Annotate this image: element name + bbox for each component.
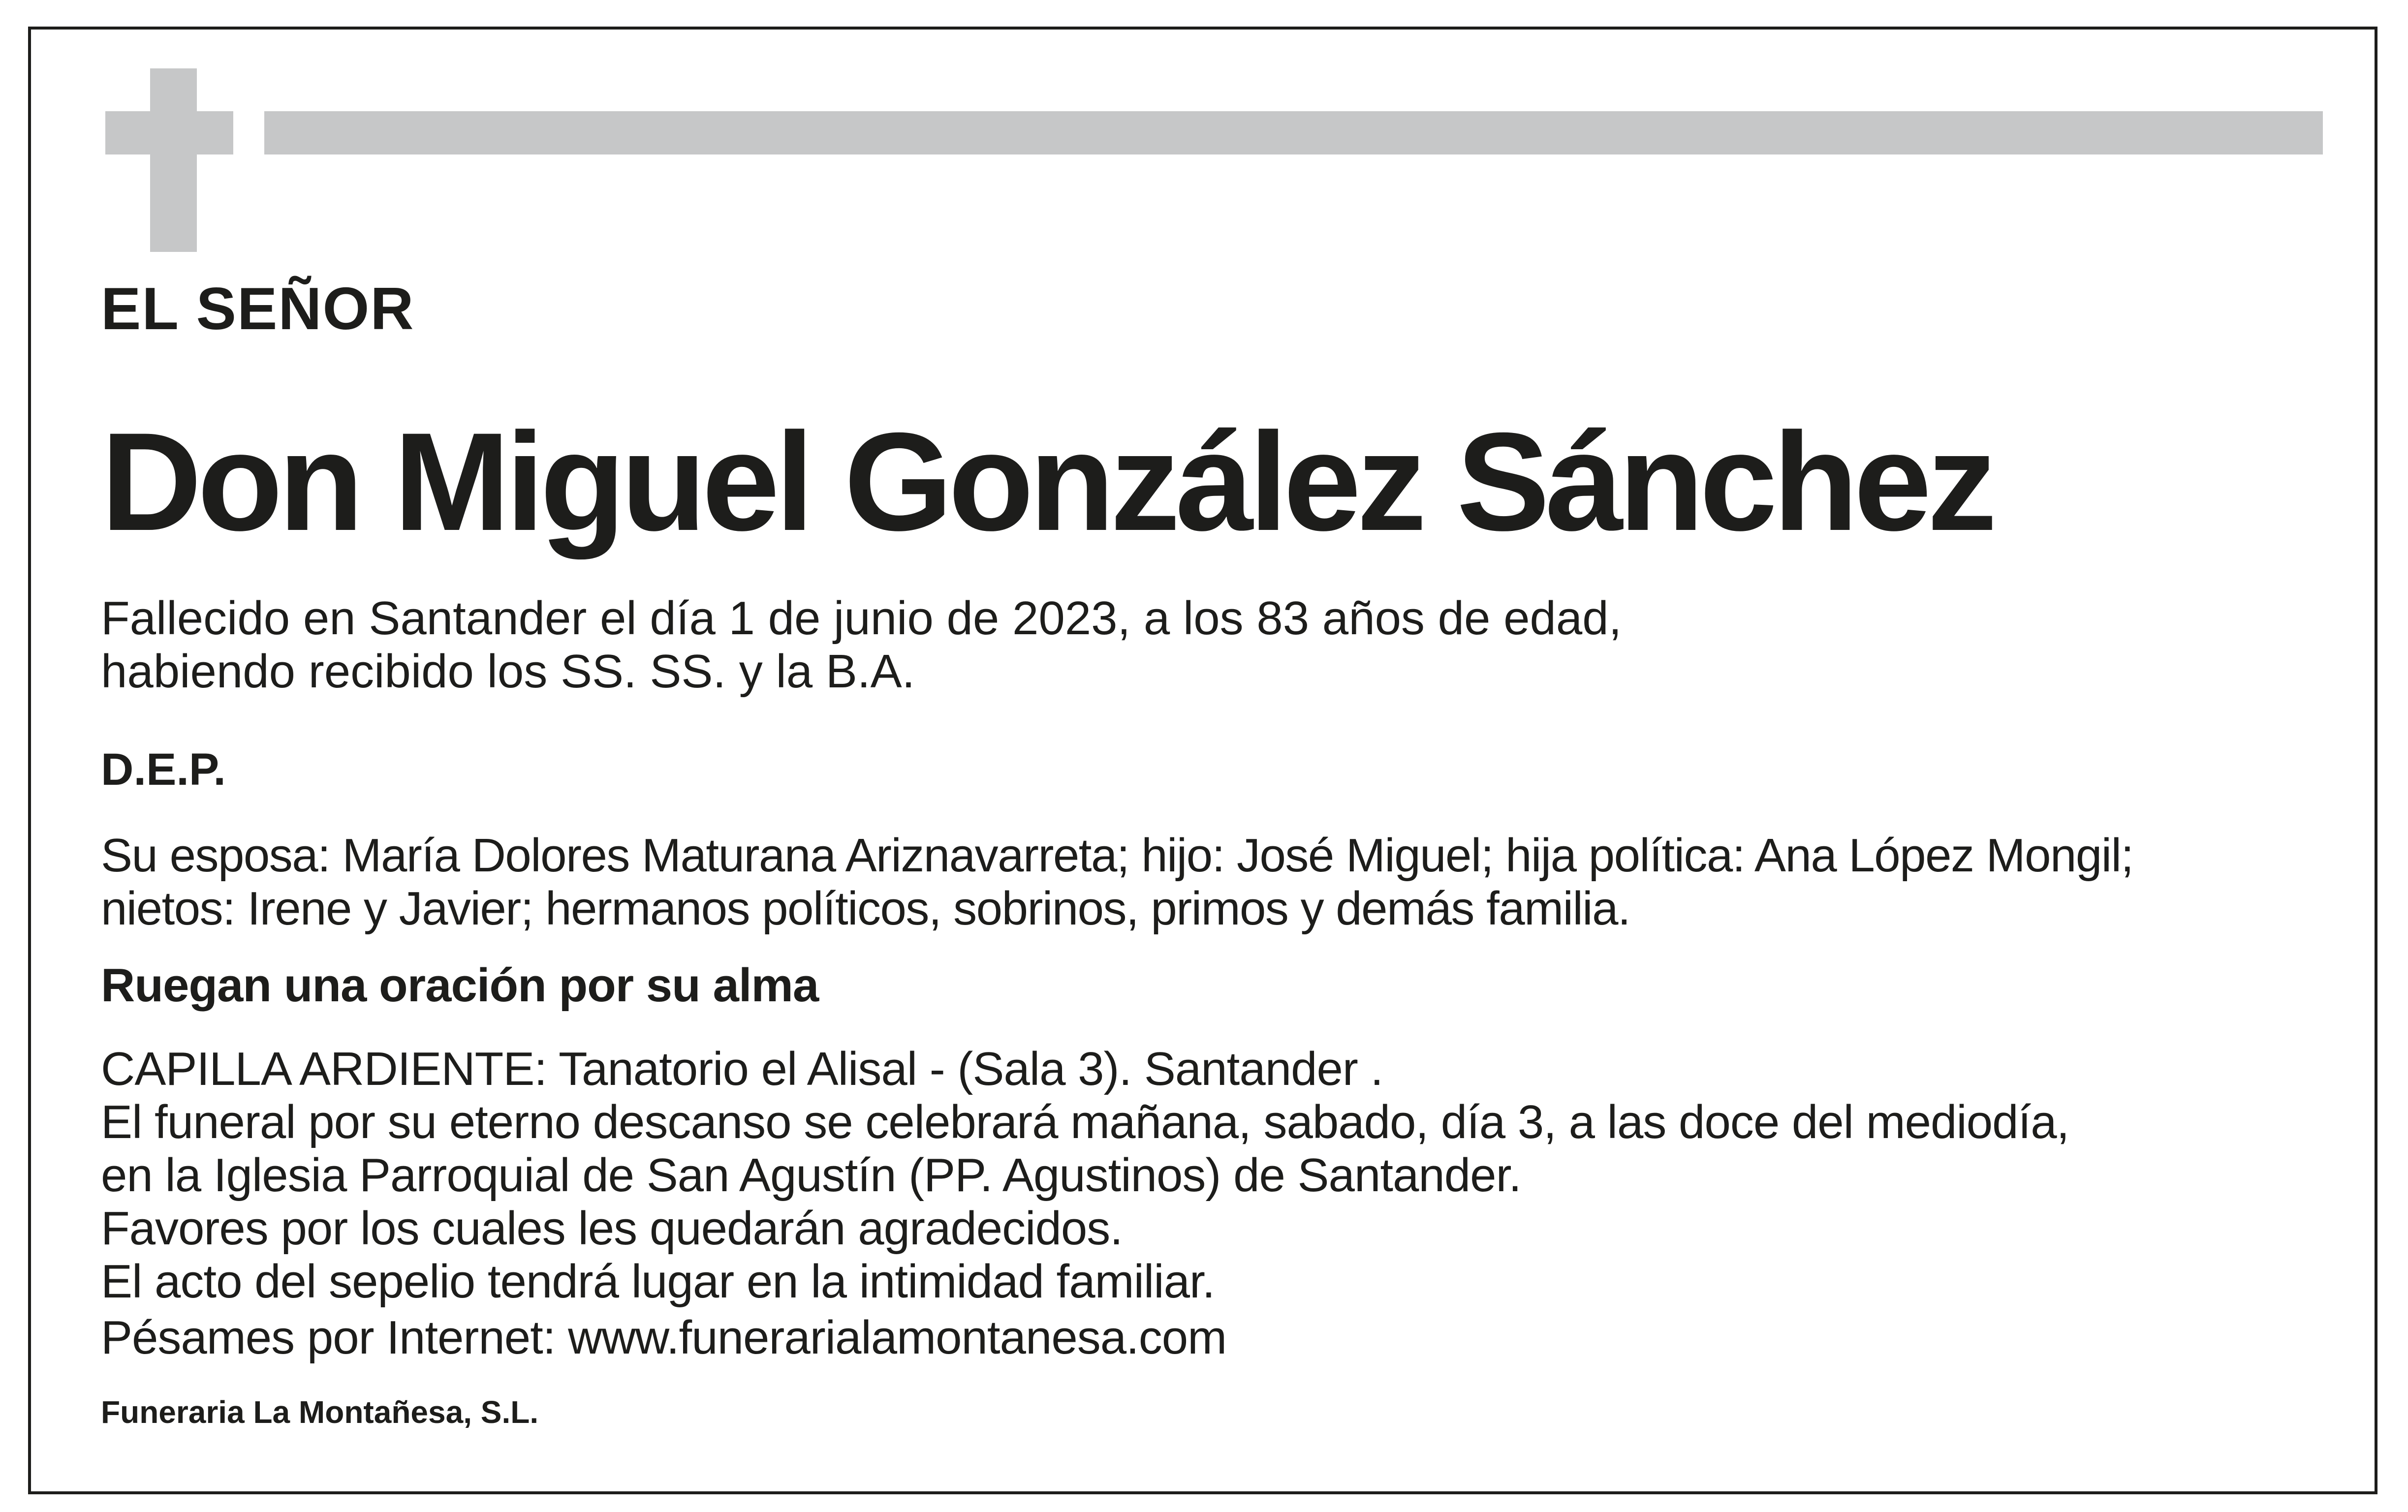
family-text [101, 829, 2133, 935]
detail-line: Favores por los cuales les quedarán agradecidos. [101, 1202, 1123, 1255]
family-line: nietos: Irene y Javier; hermanos políticos, sobrinos, primos y demás familia. [101, 882, 1630, 935]
detail-line: El funeral por su eterno descanso se celebrará mañana, sabado, día 3, a las doce del mediodía, [101, 1096, 2069, 1148]
dep-label: D.E.P. [101, 744, 226, 795]
header-rule [264, 111, 2323, 154]
detail-line: CAPILLA ARDIENTE: Tanatorio el Alisal - (Sala 3). Santander . [101, 1043, 1383, 1095]
funeral-details [101, 1043, 2069, 1364]
detail-line: en la Iglesia Parroquial de San Agustín (PP. Agustinos) de Santander. [101, 1149, 1521, 1202]
detail-line: El acto del sepelio tendrá lugar en la intimidad familiar. [101, 1255, 1215, 1308]
notice-heading: EL SEÑOR [101, 275, 415, 342]
funeral-home-name: Funeraria La Montañesa, S.L. [101, 1394, 539, 1430]
prayer-request: Ruegan una oración por su alma [101, 959, 819, 1012]
cross-horizontal-bar [105, 111, 233, 154]
deceased-name: Don Miguel González Sánchez [101, 404, 1993, 560]
intro-text [101, 592, 1622, 698]
intro-line: Fallecido en Santander el día 1 de junio de 2023, a los 83 años de edad, [101, 592, 1622, 645]
cross-vertical-bar [150, 68, 197, 252]
intro-line: habiendo recibido los SS. SS. y la B.A. [101, 645, 915, 698]
family-line: Su esposa: María Dolores Maturana Ariznavarreta; hijo: José Miguel; hija política: Ana López Mongil; [101, 829, 2133, 882]
condolences-web-line: Pésames por Internet: www.funerarialamontanesa.com [101, 1311, 1227, 1364]
